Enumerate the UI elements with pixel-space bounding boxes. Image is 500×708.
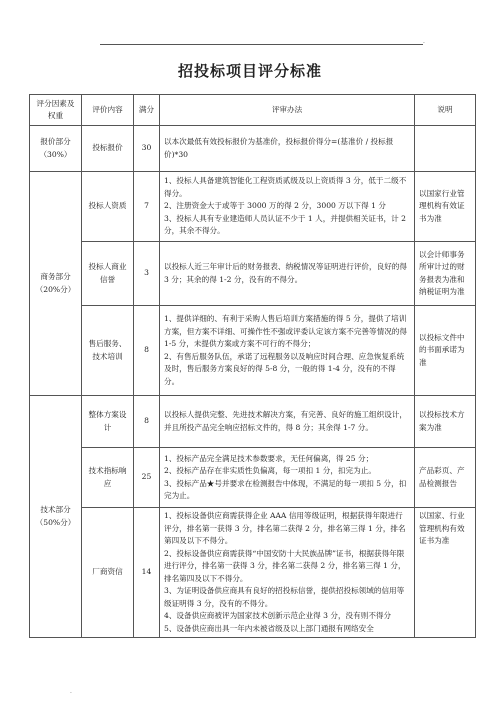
header-content: 评价内容 [82,95,134,126]
method-cell [160,126,415,172]
score-cell: 25 [134,448,160,508]
table-row [30,126,476,172]
method-line: 5、设备供应商出具一年内未被省级及以上部门通报有网络安全 [164,623,374,633]
score-cell: 14 [134,508,160,638]
score-cell: 7 [134,172,160,242]
method-line: 4、设备供应商被评为国家技术创新示范企业得 3 分，没有则不得分 [164,611,392,620]
method-line: 1、投标人具备建筑智能化工程资质贰级及以上资质得 3 分，低于二级不得分。 [164,176,407,198]
note-cell: 以投标技术方案为准 [415,396,476,448]
method-cell [160,172,415,242]
score-cell: 8 [134,396,160,448]
method-cell [160,448,415,508]
method-line: 以投标人提供完整、先进技术解决方案，有完善、良好的施工组织设计，并且所投产品完全响应招标文件的，得 8 分；其余得 1-7 分。 [164,410,407,432]
header-factor: 评分因素及权重 [30,95,82,126]
method-cell [160,396,415,448]
method-line: 2、投标设备供应商需获得“中国安防十大民族品牌”证书，根据获得年限进行评分，排名第一获得 3 分，排名第二获得 2 分，排名第三得 1 分，排名第四及以下不得分。 [164,548,406,583]
header-note: 说明 [415,95,476,126]
note-cell: 以国家、行业管理机构有效证书为准 [415,508,476,638]
factor-cell: 技术部分（50%分） [30,396,82,638]
footer-mark: · [70,690,72,697]
header-mark: . [423,38,425,45]
scoring-table [29,94,476,638]
content-cell: 投标人资质 [82,172,134,242]
note-cell: 以投标文件中的书面承诺为准 [415,306,476,396]
note-cell: 产品彩页、产品检测报告 [415,448,476,508]
method-line: 3、为证明设备供应商具有良好的招投标信誉，提供招投标领域的信用等级证明得 3 分，没有的不得分。 [164,586,405,608]
content-cell: 售后服务、技术培训 [82,306,134,396]
method-cell [160,242,415,306]
factor-cell: 商务部分（20%分） [30,172,82,396]
method-line: 2、投标产品存在非实质性负偏离，每一项扣 1 分，扣完为止。 [164,466,376,475]
header-method: 评审办法 [160,95,415,126]
method-line: 3、投标产品★号并要求在检测报告中体现，不满足的每一项扣 5 分，扣完为止。 [164,478,407,500]
note-cell [415,126,476,172]
method-line: 1、投标设备供应商需获得企业 AAA 信用等级证明，根据获得年限进行评分，排名第一获得 3 分，排名第二获得 2 分，排名第三得 1 分，排名第四及以下不得分。 [164,511,406,545]
method-line: 以本次最低有效投标报价为基准价，投标报价得分=(基准价 / 投标报价)*30 [164,137,394,159]
content-cell: 投标人商业信誉 [82,242,134,306]
score-cell: 30 [134,126,160,172]
table-row [30,508,476,638]
method-line: 1、投标产品完全满足技术参数要求，无任何偏离，得 25 分； [164,453,374,463]
table-row [30,396,476,448]
method-line: 1、提供详细的、有利于采购人售后培训方案措施的得 5 分，提供了培训方案，但方案不详细、可操作性不强或评委认定该方案不完善等情况的得 1-5 分，未提供方案或方案不可行的不得分； [164,314,407,348]
page-title: 招投标项目评分标准 [177,62,322,80]
factor-cell: 报价部分（30%） [30,126,82,172]
note-cell: 以会计师事务所审计过的财务报表为准和纳税证明为准 [415,242,476,306]
note-cell: 以国家行业管理机构有效证书为准 [415,172,476,242]
header-rule [100,44,423,45]
content-cell: 整体方案设计 [82,396,134,448]
table-row [30,242,476,306]
method-line: 以投标人近三年审计后的财务报表、纳税情况等证明进行评价，良好的得 3 分；其余的得 1-2 分，没有的不得分。 [164,262,407,284]
content-cell: 厂商资信 [82,508,134,638]
score-cell: 3 [134,242,160,306]
table-row [30,448,476,508]
table-row [30,172,476,242]
header-score: 满分 [134,95,160,126]
content-cell: 技术指标响应 [82,448,134,508]
score-cell: 8 [134,306,160,396]
method-cell [160,508,415,638]
method-line: 2、注册资金大于或等于 3000 万的得 2 分，3000 万以下得 1 分 [164,201,386,211]
content-cell: 投标报价 [82,126,134,172]
method-cell [160,306,415,396]
table-row [30,306,476,396]
table-header-row [30,95,476,126]
method-line: 3、投标人具有专业建造师人员认证不少于 1 人，并提供相关证书，计 2 分，其余不得分。 [164,213,406,236]
method-line: 2、有售后服务队伍，承诺了远程服务以及响应时间合理、应急恢复系统及时，售后服务方案良好的得 5-8 分，一般的得 1-4 分，没有的不得分。 [164,351,405,386]
